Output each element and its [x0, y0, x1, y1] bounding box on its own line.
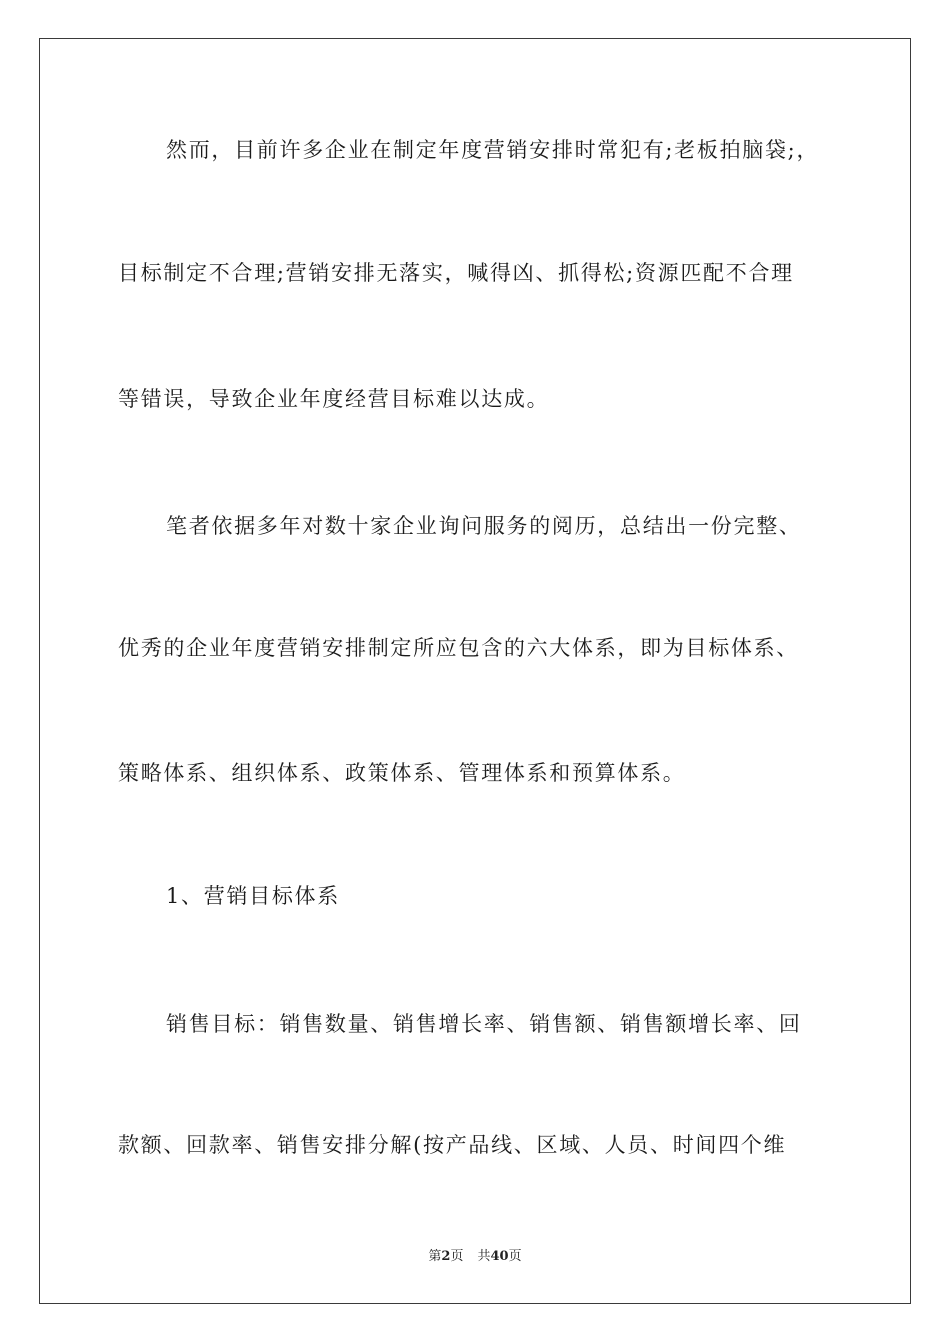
- paragraph-line: 策略体系、组织体系、政策体系、管理体系和预算体系。: [118, 761, 686, 785]
- paragraph-line: 目标制定不合理;营销安排无落实，喊得凶、抓得松;资源匹配不合理: [118, 261, 794, 285]
- paragraph-line: 笔者依据多年对数十家企业询问服务的阅历，总结出一份完整、: [166, 514, 802, 538]
- page-label-suffix: 页: [450, 1249, 464, 1264]
- page-footer: [0, 1249, 950, 1265]
- page-number: 2: [441, 1249, 451, 1264]
- paragraph-line: 然而，目前许多企业在制定年度营销安排时常犯有;老板拍脑袋;，: [166, 138, 820, 162]
- paragraph-line: 等错误，导致企业年度经营目标难以达成。: [118, 387, 550, 411]
- total-label-prefix: 共: [477, 1249, 491, 1264]
- paragraph-line: 优秀的企业年度营销安排制定所应包含的六大体系，即为目标体系、: [118, 636, 799, 660]
- page-label-prefix: 第: [428, 1249, 442, 1264]
- total-label-suffix: 页: [508, 1249, 522, 1264]
- total-pages: 40: [490, 1249, 509, 1264]
- section-heading: 1、营销目标体系: [166, 884, 340, 908]
- paragraph-line: 款额、回款率、销售安排分解(按产品线、区域、人员、时间四个维: [118, 1133, 787, 1157]
- page-border: [39, 38, 911, 1304]
- paragraph-line: 销售目标：销售数量、销售增长率、销售额、销售额增长率、回: [166, 1012, 802, 1036]
